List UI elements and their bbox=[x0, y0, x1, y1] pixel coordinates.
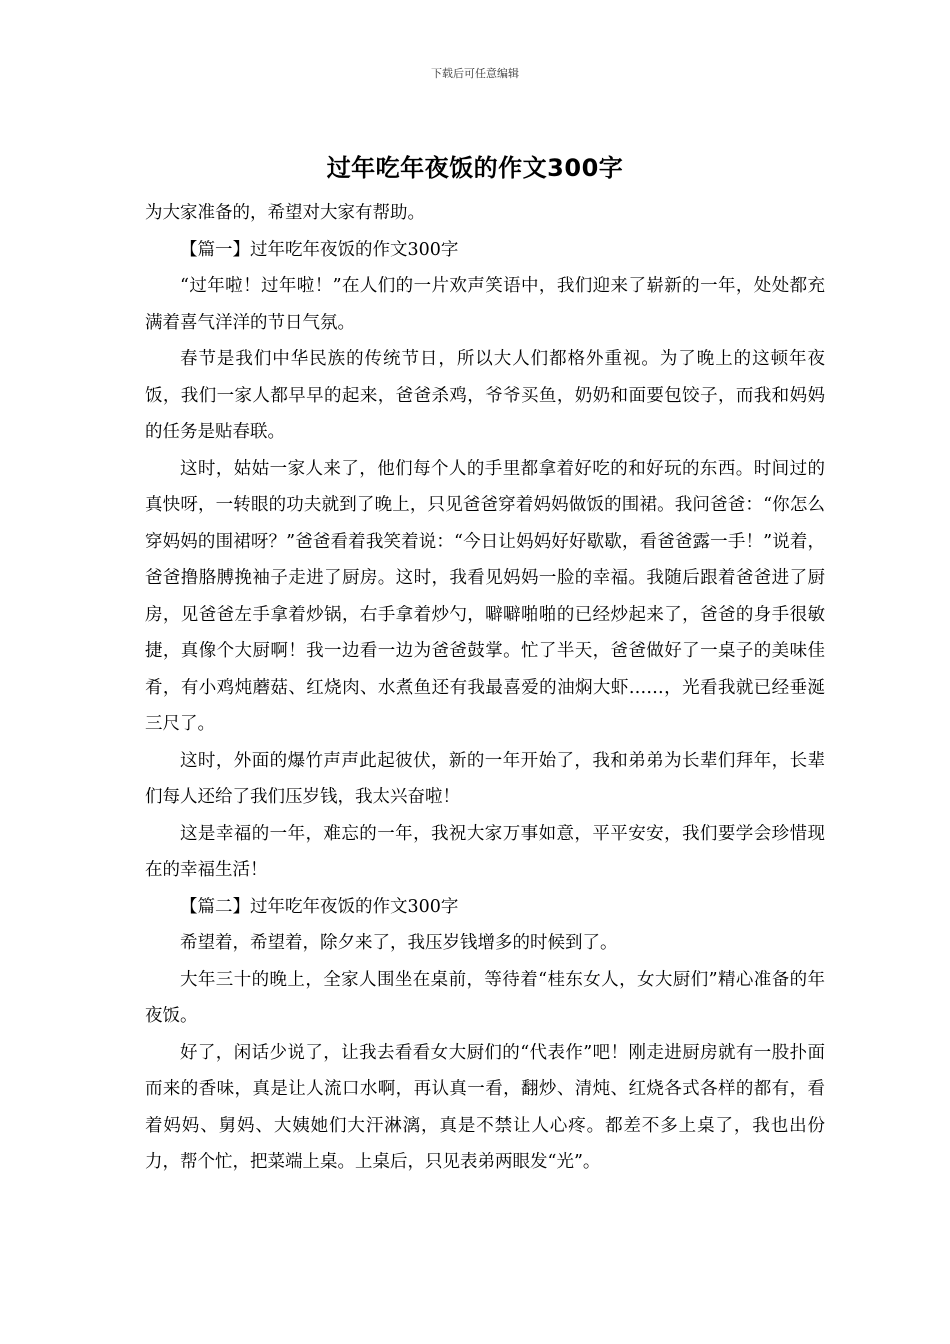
paragraph: 好了，闲话少说了，让我去看看女大厨们的“代表作”吧！刚走进厨房就有一股扑面而来的香味，真是让人流口水啊，再认真一看，翻炒、清炖、红烧各式各样的都有，看着妈妈、舅妈、大姨她们大汗淋漓，真是不禁让人心疼。都差不多上桌了，我也出份力，帮个忙，把菜端上桌。上桌后，只见表弟两眼发“光”。 bbox=[145, 1042, 825, 1172]
paragraph: “过年啦！过年啦！”在人们的一片欢声笑语中，我们迎来了崭新的一年，处处都充满着喜气洋洋的节日气氛。 bbox=[145, 276, 825, 333]
paragraph: 【篇一】过年吃年夜饭的作文300字 bbox=[180, 239, 459, 260]
paragraph: 这是幸福的一年，难忘的一年，我祝大家万事如意，平平安安，我们要学会珍惜现在的幸福生活！ bbox=[145, 823, 825, 880]
paragraph: 希望着，希望着，除夕来了，我压岁钱增多的时候到了。 bbox=[180, 933, 618, 953]
header-note: 下载后可任意编辑 bbox=[431, 67, 519, 80]
document-title: 过年吃年夜饭的作文300字 bbox=[326, 154, 624, 182]
paragraph: 春节是我们中华民族的传统节日，所以大人们都格外重视。为了晚上的这顿年夜饭，我们一家人都早早的起来，爸爸杀鸡，爷爷买鱼，奶奶和面要包饺子，而我和妈妈的任务是贴春联。 bbox=[145, 349, 825, 442]
document-body bbox=[145, 195, 825, 1181]
paragraph: 【篇二】过年吃年夜饭的作文300字 bbox=[180, 896, 459, 917]
paragraph: 这时，外面的爆竹声声此起彼伏，新的一年开始了，我和弟弟为长辈们拜年，长辈们每人还给了我们压岁钱，我太兴奋啦！ bbox=[145, 750, 825, 807]
paragraph: 为大家准备的，希望对大家有帮助。 bbox=[145, 203, 425, 223]
paragraph: 大年三十的晚上，全家人围坐在桌前，等待着“桂东女人，女大厨们”精心准备的年夜饭。 bbox=[145, 969, 825, 1026]
paragraph: 这时，姑姑一家人来了，他们每个人的手里都拿着好吃的和好玩的东西。时间过的真快呀，一转眼的功夫就到了晚上，只见爸爸穿着妈妈做饭的围裙。我问爸爸：“你怎么穿妈妈的围裙呀？”爸爸看着我笑着说：“今日让妈妈好好歇歇，看爸爸露一手！”说着，爸爸撸胳膊挽袖子走进了厨房。这时，我看见妈妈一脸的幸福。我随后跟着爸爸进了厨房，见爸爸左手拿着炒锅，右手拿着炒勺，噼噼啪啪的已经炒起来了，爸爸的身手很敏捷，真像个大厨啊！我一边看一边为爸爸鼓掌。忙了半天，爸爸做好了一桌子的美味佳肴，有小鸡炖蘑菇、红烧肉、水煮鱼还有我最喜爱的油焖大虾……，光看我就已经垂涎三尺了。 bbox=[145, 458, 825, 734]
